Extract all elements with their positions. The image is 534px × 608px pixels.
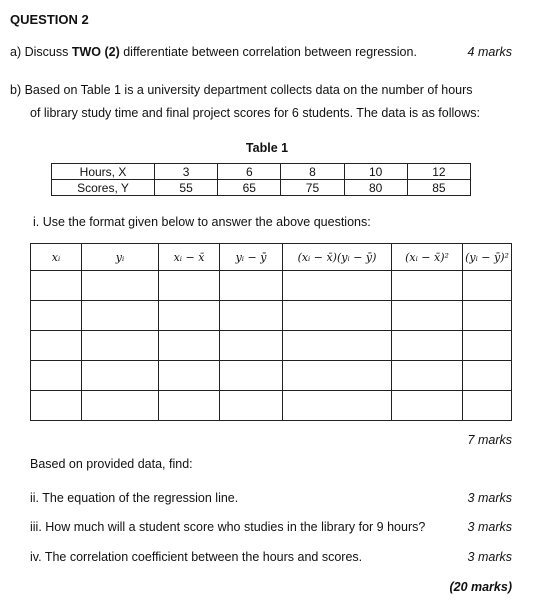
part-b-line2: of library study time and final project scores for 6 students. The data is as follows: [30, 106, 480, 120]
answer-table-row [31, 391, 512, 421]
answer-table-cell [31, 301, 82, 331]
table1-cell: 65 [218, 180, 281, 196]
table1 [51, 163, 471, 196]
table1-cell: 10 [344, 164, 407, 180]
part-iii-text: iii. How much will a student score who studies in the library for 9 hours? [30, 520, 426, 534]
answer-table-cell [159, 331, 220, 361]
answer-table-cell [220, 271, 283, 301]
table1-cell: 8 [281, 164, 344, 180]
answer-table-cell [283, 271, 392, 301]
answer-table-cell [283, 331, 392, 361]
answer-table-cell [463, 331, 512, 361]
answer-table-cell [463, 361, 512, 391]
answer-table-cell [392, 391, 463, 421]
answer-format-table [30, 243, 512, 421]
answer-table-cell [159, 361, 220, 391]
answer-table-cell [82, 331, 159, 361]
table1-row-hours [52, 164, 471, 180]
answer-table-cell [159, 271, 220, 301]
col-header-y-sq: (yᵢ − ȳ)² [463, 244, 512, 271]
table1-header-scores: Scores, Y [52, 180, 155, 196]
part-a-marks: 4 marks [467, 45, 512, 59]
answer-table-cell [31, 331, 82, 361]
table1-header-hours: Hours, X [52, 164, 155, 180]
answer-table-cell [82, 271, 159, 301]
answer-table-body [31, 271, 512, 421]
part-ii-marks: 3 marks [467, 491, 512, 505]
answer-table-cell [159, 391, 220, 421]
answer-table-cell [463, 271, 512, 301]
table1-row-scores [52, 180, 471, 196]
col-header-product: (xᵢ − x̄)(yᵢ − ȳ) [283, 244, 392, 271]
part-a-text: a) Discuss TWO (2) differentiate between correlation between regression. [10, 45, 417, 59]
answer-table-cell [392, 331, 463, 361]
answer-table-cell [463, 391, 512, 421]
part-b-line1: b) Based on Table 1 is a university department collects data on the number of hours [10, 83, 473, 97]
answer-table-cell [220, 301, 283, 331]
answer-table-row [31, 361, 512, 391]
part-ii-text: ii. The equation of the regression line. [30, 491, 239, 505]
answer-table-row [31, 271, 512, 301]
answer-table-cell [392, 361, 463, 391]
part-i-marks: 7 marks [467, 433, 512, 447]
part-iv-text: iv. The correlation coefficient between the hours and scores. [30, 550, 363, 564]
total-marks: (20 marks) [449, 580, 512, 594]
table1-cell: 55 [155, 180, 218, 196]
answer-table-cell [31, 391, 82, 421]
answer-table-cell [283, 361, 392, 391]
answer-table-cell [159, 301, 220, 331]
col-header-yi: yᵢ [82, 244, 159, 271]
answer-table-header-row [31, 244, 512, 271]
col-header-x-sq: (xᵢ − x̄)² [392, 244, 463, 271]
col-header-xi: xᵢ [31, 244, 82, 271]
table1-cell: 6 [218, 164, 281, 180]
answer-table-row [31, 301, 512, 331]
answer-table-cell [283, 391, 392, 421]
part-iii-marks: 3 marks [467, 520, 512, 534]
part-iv-marks: 3 marks [467, 550, 512, 564]
answer-table-cell [392, 301, 463, 331]
find-text: Based on provided data, find: [30, 457, 193, 471]
part-i-text: i. Use the format given below to answer the above questions: [33, 215, 371, 229]
answer-table-cell [220, 361, 283, 391]
table1-cell: 85 [407, 180, 470, 196]
col-header-x-dev: xᵢ − x̄ [159, 244, 220, 271]
answer-table-cell [220, 391, 283, 421]
table1-cell: 80 [344, 180, 407, 196]
answer-table-cell [82, 391, 159, 421]
table1-cell: 12 [407, 164, 470, 180]
table1-caption: Table 1 [245, 141, 289, 155]
answer-table-cell [82, 301, 159, 331]
answer-table-cell [31, 271, 82, 301]
answer-table-cell [220, 331, 283, 361]
table1-cell: 75 [281, 180, 344, 196]
table1-cell: 3 [155, 164, 218, 180]
col-header-y-dev: yᵢ − ȳ [220, 244, 283, 271]
answer-table-cell [82, 361, 159, 391]
answer-table-cell [392, 271, 463, 301]
answer-table-cell [463, 301, 512, 331]
answer-table-cell [283, 301, 392, 331]
answer-table-row [31, 331, 512, 361]
question-title: QUESTION 2 [10, 12, 89, 27]
answer-table-cell [31, 361, 82, 391]
